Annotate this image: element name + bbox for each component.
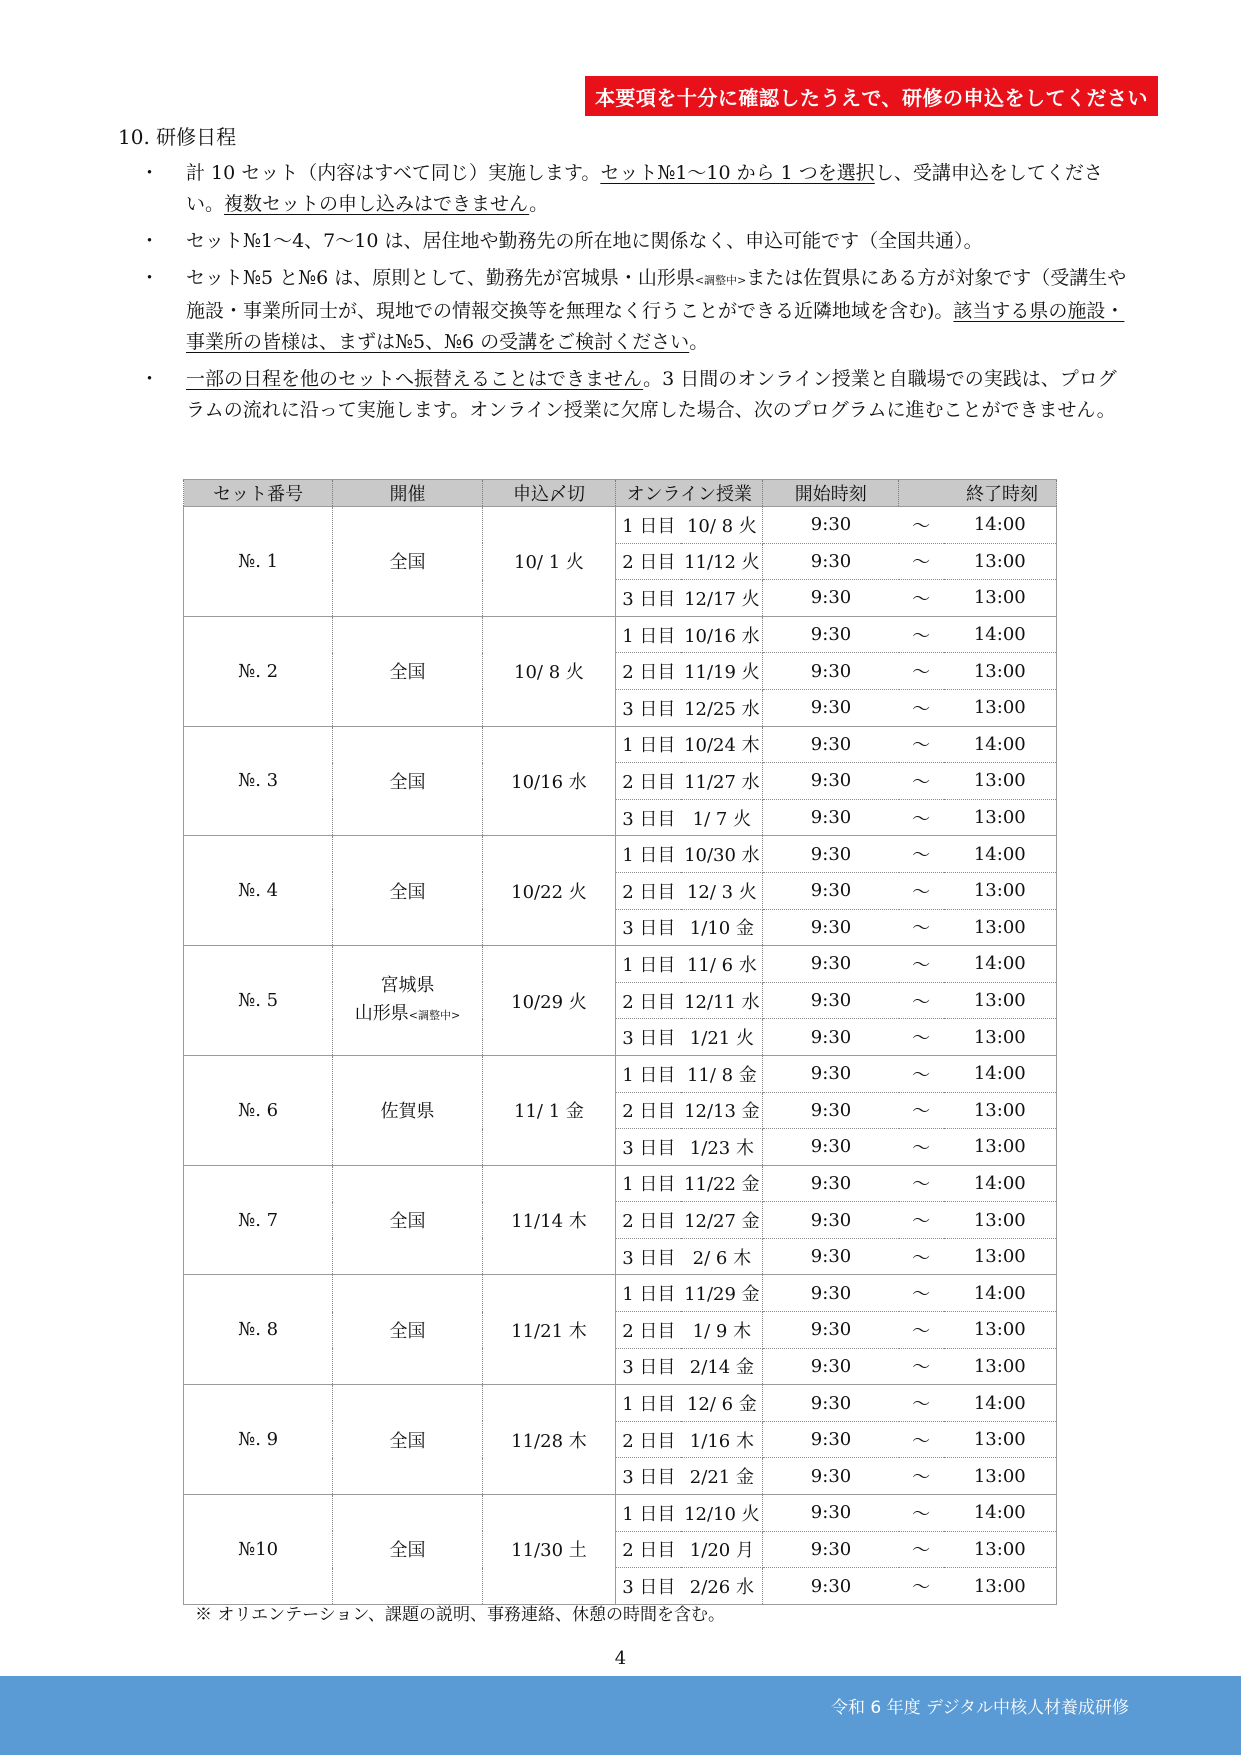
- end-time: 14:00: [944, 1165, 1057, 1202]
- end-time: 13:00: [944, 543, 1057, 580]
- table-row: [184, 946, 1057, 983]
- class-date: 11/12 火: [681, 543, 762, 580]
- time-separator: ～: [899, 507, 944, 544]
- time-separator: ～: [899, 1238, 944, 1275]
- area-cell: 佐賀県: [333, 1055, 482, 1165]
- time-separator: ～: [899, 616, 944, 653]
- time-separator: ～: [899, 1421, 944, 1458]
- class-date: 12/13 金: [681, 1092, 762, 1129]
- class-date: 2/26 水: [681, 1568, 762, 1605]
- class-date: 12/27 金: [681, 1202, 762, 1239]
- time-separator: ～: [899, 836, 944, 873]
- end-time: 13:00: [944, 1421, 1057, 1458]
- start-time: 9:30: [763, 1092, 899, 1129]
- area-name: 宮城県: [380, 974, 435, 996]
- time-separator: ～: [899, 1312, 944, 1349]
- start-time: 9:30: [763, 946, 899, 983]
- day-label: 3 日目: [616, 1129, 682, 1166]
- class-date: 10/ 8 火: [681, 507, 762, 544]
- start-time: 9:30: [763, 689, 899, 726]
- day-label: 2 日目: [616, 1092, 682, 1129]
- end-time: 14:00: [944, 946, 1057, 983]
- end-time: 14:00: [944, 726, 1057, 763]
- area-cell: 全国: [333, 836, 482, 946]
- set-number: №. 6: [184, 1055, 333, 1165]
- start-time: 9:30: [763, 1421, 899, 1458]
- bullet-item: [130, 226, 1130, 257]
- day-label: 2 日目: [616, 1531, 682, 1568]
- start-time: 9:30: [763, 1531, 899, 1568]
- day-label: 3 日目: [616, 1568, 682, 1605]
- page-number: 4: [614, 1648, 627, 1669]
- day-label: 3 日目: [616, 1238, 682, 1275]
- class-date: 12/10 火: [681, 1495, 762, 1532]
- start-time: 9:30: [763, 653, 899, 690]
- footer-bar: [0, 1676, 1241, 1755]
- table-row: [184, 1495, 1057, 1532]
- end-time: 13:00: [944, 1019, 1057, 1056]
- class-date: 12/ 6 金: [681, 1385, 762, 1422]
- end-time: 13:00: [944, 1238, 1057, 1275]
- time-separator: ～: [899, 1129, 944, 1166]
- class-date: 12/11 水: [681, 982, 762, 1019]
- end-time: 13:00: [944, 1531, 1057, 1568]
- time-separator: ～: [899, 1019, 944, 1056]
- bullet-dot: ・: [140, 267, 160, 289]
- footer-text: 令和 6 年度 デジタル中核人材養成研修: [830, 1698, 1129, 1718]
- bullet-dot: ・: [140, 368, 160, 390]
- day-label: 1 日目: [616, 946, 682, 983]
- class-date: 10/30 水: [681, 836, 762, 873]
- class-date: 2/ 6 木: [681, 1238, 762, 1275]
- end-time: 13:00: [944, 1312, 1057, 1349]
- col-end-time: 終了時刻: [899, 480, 1057, 507]
- bullet-item: [130, 263, 1130, 358]
- day-label: 3 日目: [616, 1458, 682, 1495]
- day-label: 3 日目: [616, 1348, 682, 1385]
- class-date: 11/ 6 水: [681, 946, 762, 983]
- set-number: №10: [184, 1495, 333, 1605]
- day-label: 1 日目: [616, 1165, 682, 1202]
- day-label: 3 日目: [616, 909, 682, 946]
- table-row: [184, 836, 1057, 873]
- deadline-cell: 10/29 火: [482, 946, 616, 1056]
- start-time: 9:30: [763, 799, 899, 836]
- end-time: 14:00: [944, 1385, 1057, 1422]
- end-time: 13:00: [944, 1202, 1057, 1239]
- start-time: 9:30: [763, 1202, 899, 1239]
- deadline-cell: 11/21 木: [482, 1275, 616, 1385]
- start-time: 9:30: [763, 1055, 899, 1092]
- start-time: 9:30: [763, 1165, 899, 1202]
- deadline-cell: 10/22 火: [482, 836, 616, 946]
- start-time: 9:30: [763, 763, 899, 800]
- end-time: 13:00: [944, 799, 1057, 836]
- start-time: 9:30: [763, 1348, 899, 1385]
- class-date: 12/25 水: [681, 689, 762, 726]
- bullet-text: セット№1～4、7～10 は、居住地や勤務先の所在地に関係なく、申込可能です（全国共通）。: [186, 230, 983, 252]
- area-cell: 全国: [333, 1495, 482, 1605]
- end-time: 13:00: [944, 909, 1057, 946]
- area-name-2: 山形県<調整中>: [354, 1002, 461, 1024]
- start-time: 9:30: [763, 1568, 899, 1605]
- day-label: 3 日目: [616, 580, 682, 617]
- day-label: 2 日目: [616, 1421, 682, 1458]
- bullet-list: [130, 158, 1130, 432]
- start-time: 9:30: [763, 507, 899, 544]
- start-time: 9:30: [763, 1458, 899, 1495]
- day-label: 1 日目: [616, 1385, 682, 1422]
- day-label: 3 日目: [616, 689, 682, 726]
- time-separator: ～: [899, 653, 944, 690]
- day-label: 2 日目: [616, 982, 682, 1019]
- end-time: 13:00: [944, 872, 1057, 909]
- time-separator: ～: [899, 909, 944, 946]
- day-label: 2 日目: [616, 872, 682, 909]
- class-date: 1/ 7 火: [681, 799, 762, 836]
- col-online-class: オンライン授業: [616, 480, 763, 507]
- start-time: 9:30: [763, 909, 899, 946]
- class-date: 1/20 月: [681, 1531, 762, 1568]
- time-separator: ～: [899, 799, 944, 836]
- table-header-row: [184, 480, 1057, 507]
- section-heading: 10. 研修日程: [118, 125, 237, 149]
- day-label: 2 日目: [616, 653, 682, 690]
- start-time: 9:30: [763, 1019, 899, 1056]
- deadline-cell: 11/ 1 金: [482, 1055, 616, 1165]
- notice-banner: 本要項を十分に確認したうえで、研修の申込をしてください: [585, 76, 1158, 116]
- time-separator: ～: [899, 1202, 944, 1239]
- time-separator: ～: [899, 1275, 944, 1312]
- end-time: 14:00: [944, 836, 1057, 873]
- start-time: 9:30: [763, 616, 899, 653]
- area-cell: 全国: [333, 1165, 482, 1275]
- day-label: 1 日目: [616, 616, 682, 653]
- time-separator: ～: [899, 689, 944, 726]
- class-date: 2/14 金: [681, 1348, 762, 1385]
- day-label: 1 日目: [616, 1495, 682, 1532]
- deadline-cell: 10/ 1 火: [482, 507, 616, 617]
- end-time: 14:00: [944, 507, 1057, 544]
- class-date: 2/21 金: [681, 1458, 762, 1495]
- class-date: 1/23 木: [681, 1129, 762, 1166]
- time-separator: ～: [899, 1348, 944, 1385]
- class-date: 11/29 金: [681, 1275, 762, 1312]
- schedule-body: [184, 507, 1057, 1605]
- set-number: №. 3: [184, 726, 333, 836]
- area-cell: 全国: [333, 616, 482, 726]
- class-date: 11/22 金: [681, 1165, 762, 1202]
- end-time: 13:00: [944, 653, 1057, 690]
- end-time: 13:00: [944, 689, 1057, 726]
- end-time: 13:00: [944, 1092, 1057, 1129]
- bullet-text: 計 10 セット（内容はすべて同じ）実施します。セット№1～10 から 1 つを選択し、受講申込をしてください。複数セットの申し込みはできません。: [186, 162, 1103, 215]
- start-time: 9:30: [763, 982, 899, 1019]
- end-time: 13:00: [944, 1458, 1057, 1495]
- time-separator: ～: [899, 982, 944, 1019]
- day-label: 2 日目: [616, 543, 682, 580]
- class-date: 1/10 金: [681, 909, 762, 946]
- end-time: 13:00: [944, 763, 1057, 800]
- end-time: 13:00: [944, 1568, 1057, 1605]
- bullet-text: セット№5 と№6 は、原則として、勤務先が宮城県・山形県<調整中>または佐賀県にある方が対象です（受講生や施設・事業所同士が、現地での情報交換等を無理なく行うことができる近隣地域を含む)。該当する県の施設・事業所の皆様は、まずは№5、№6 の受講をご検討ください。: [186, 267, 1127, 353]
- time-separator: ～: [899, 1385, 944, 1422]
- area-cell: 全国: [333, 1275, 482, 1385]
- area-cell: [333, 946, 482, 1056]
- time-separator: ～: [899, 1092, 944, 1129]
- bullet-dot: ・: [140, 162, 160, 184]
- deadline-cell: 11/30 土: [482, 1495, 616, 1605]
- set-number: №. 4: [184, 836, 333, 946]
- day-label: 1 日目: [616, 726, 682, 763]
- time-separator: ～: [899, 946, 944, 983]
- bullet-item: [130, 158, 1130, 220]
- start-time: 9:30: [763, 726, 899, 763]
- class-date: 12/ 3 火: [681, 872, 762, 909]
- class-date: 11/ 8 金: [681, 1055, 762, 1092]
- time-separator: ～: [899, 872, 944, 909]
- area-cell: 全国: [333, 507, 482, 617]
- table-row: [184, 616, 1057, 653]
- start-time: 9:30: [763, 1495, 899, 1532]
- time-separator: ～: [899, 1165, 944, 1202]
- deadline-cell: 11/14 木: [482, 1165, 616, 1275]
- start-time: 9:30: [763, 872, 899, 909]
- class-date: 11/19 火: [681, 653, 762, 690]
- end-time: 14:00: [944, 1495, 1057, 1532]
- end-time: 14:00: [944, 1055, 1057, 1092]
- end-time: 13:00: [944, 580, 1057, 617]
- deadline-cell: 10/16 水: [482, 726, 616, 836]
- area-cell: 全国: [333, 1385, 482, 1495]
- set-number: №. 1: [184, 507, 333, 617]
- day-label: 1 日目: [616, 1055, 682, 1092]
- bullet-text: 一部の日程を他のセットへ振替えることはできません。3 日間のオンライン授業と自職場での実践は、プログラムの流れに沿って実施します。オンライン授業に欠席した場合、次のプログラムに進むことができません。: [186, 368, 1117, 421]
- col-start-time: 開始時刻: [763, 480, 899, 507]
- start-time: 9:30: [763, 543, 899, 580]
- time-separator: ～: [899, 580, 944, 617]
- start-time: 9:30: [763, 580, 899, 617]
- day-label: 3 日目: [616, 1019, 682, 1056]
- start-time: 9:30: [763, 1312, 899, 1349]
- set-number: №. 5: [184, 946, 333, 1056]
- time-separator: ～: [899, 1055, 944, 1092]
- day-label: 2 日目: [616, 763, 682, 800]
- bullet-dot: ・: [140, 230, 160, 252]
- set-number: №. 8: [184, 1275, 333, 1385]
- class-date: 10/24 木: [681, 726, 762, 763]
- time-separator: ～: [899, 1531, 944, 1568]
- end-time: 14:00: [944, 616, 1057, 653]
- end-time: 13:00: [944, 982, 1057, 1019]
- class-date: 1/16 木: [681, 1421, 762, 1458]
- start-time: 9:30: [763, 1238, 899, 1275]
- day-label: 2 日目: [616, 1312, 682, 1349]
- start-time: 9:30: [763, 836, 899, 873]
- table-row: [184, 1165, 1057, 1202]
- end-time: 13:00: [944, 1129, 1057, 1166]
- table-row: [184, 1385, 1057, 1422]
- set-number: №. 2: [184, 616, 333, 726]
- area-cell: 全国: [333, 726, 482, 836]
- col-deadline: 申込〆切: [482, 480, 616, 507]
- class-date: 11/27 水: [681, 763, 762, 800]
- day-label: 1 日目: [616, 836, 682, 873]
- time-separator: ～: [899, 726, 944, 763]
- end-time: 13:00: [944, 1348, 1057, 1385]
- table-row: [184, 1275, 1057, 1312]
- class-date: 1/ 9 木: [681, 1312, 762, 1349]
- deadline-cell: 10/ 8 火: [482, 616, 616, 726]
- class-date: 1/21 火: [681, 1019, 762, 1056]
- class-date: 10/16 水: [681, 616, 762, 653]
- day-label: 1 日目: [616, 507, 682, 544]
- time-separator: ～: [899, 763, 944, 800]
- footnote: ※ オリエンテーション、課題の説明、事務連絡、休憩の時間を含む。: [195, 1605, 726, 1625]
- schedule-table: [183, 479, 1057, 1605]
- table-row: [184, 726, 1057, 763]
- time-separator: ～: [899, 1495, 944, 1532]
- col-set-number: セット番号: [184, 480, 333, 507]
- table-row: [184, 1055, 1057, 1092]
- day-label: 2 日目: [616, 1202, 682, 1239]
- set-number: №. 9: [184, 1385, 333, 1495]
- bullet-item: [130, 364, 1130, 426]
- time-separator: ～: [899, 1568, 944, 1605]
- deadline-cell: 11/28 木: [482, 1385, 616, 1495]
- time-separator: ～: [899, 543, 944, 580]
- col-area: 開催: [333, 480, 482, 507]
- day-label: 3 日目: [616, 799, 682, 836]
- set-number: №. 7: [184, 1165, 333, 1275]
- start-time: 9:30: [763, 1129, 899, 1166]
- start-time: 9:30: [763, 1275, 899, 1312]
- start-time: 9:30: [763, 1385, 899, 1422]
- end-time: 14:00: [944, 1275, 1057, 1312]
- table-row: [184, 507, 1057, 544]
- time-separator: ～: [899, 1458, 944, 1495]
- class-date: 12/17 火: [681, 580, 762, 617]
- day-label: 1 日目: [616, 1275, 682, 1312]
